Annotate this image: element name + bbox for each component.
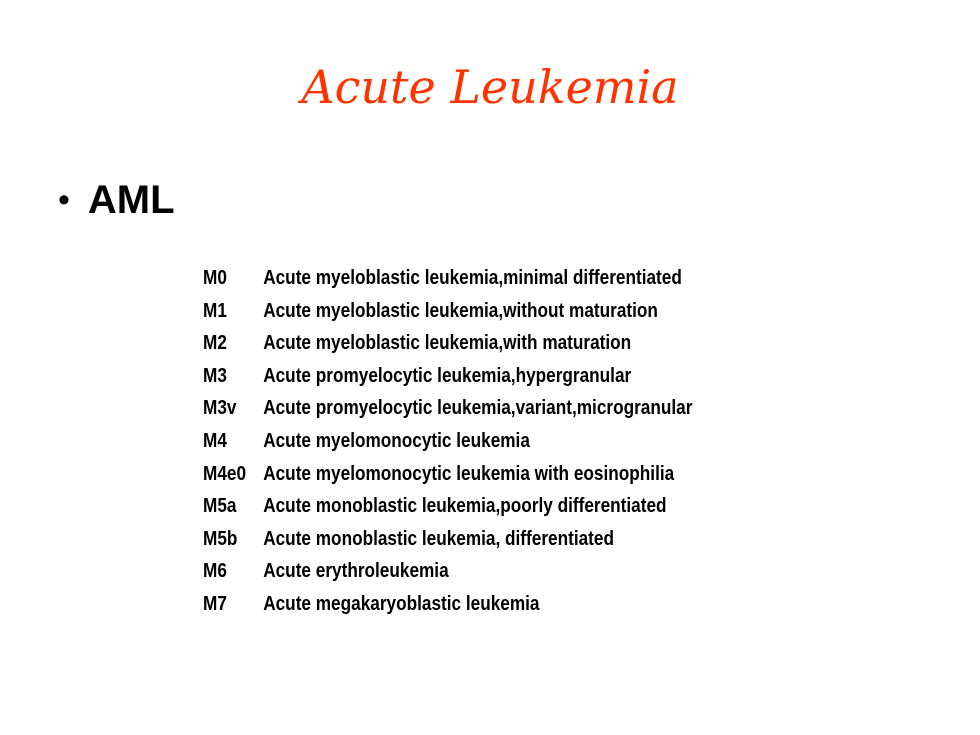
bullet-label: AML	[87, 178, 175, 222]
item-description: Acute myeloblastic leukemia,minimal differentiated	[263, 267, 682, 289]
item-code: M7	[203, 592, 227, 615]
aml-classification-list	[203, 262, 692, 621]
list-item	[203, 392, 692, 425]
item-description: Acute myelomonocytic leukemia with eosinophilia	[263, 462, 675, 485]
item-code: M4	[203, 429, 227, 452]
item-description: Acute myeloblastic leukemia,with maturation	[263, 332, 632, 355]
item-code: M3v	[203, 397, 237, 420]
item-code: M0	[203, 267, 227, 289]
list-item	[203, 295, 692, 328]
list-item	[203, 360, 692, 393]
item-code: M5b	[203, 527, 238, 550]
item-description: Acute promyelocytic leukemia,variant,microgranular	[263, 397, 693, 420]
item-description: Acute monoblastic leukemia, differentiated	[263, 527, 614, 550]
list-item	[203, 327, 692, 360]
bullet-icon: •	[58, 181, 70, 219]
list-item	[203, 425, 692, 458]
list-item	[203, 588, 692, 621]
slide-title: Acute Leukemia	[301, 60, 679, 114]
item-description: Acute erythroleukemia	[263, 560, 449, 583]
list-item	[203, 555, 692, 588]
item-description: Acute megakaryoblastic leukemia	[263, 592, 540, 615]
item-code: M4e0	[203, 462, 247, 485]
list-item	[203, 458, 692, 491]
item-description: Acute promyelocytic leukemia,hypergranular	[263, 364, 632, 387]
list-item	[203, 262, 692, 295]
item-code: M3	[203, 364, 227, 387]
list-item	[203, 490, 692, 523]
item-description: Acute myeloblastic leukemia,without maturation	[263, 299, 658, 322]
item-code: M5a	[203, 495, 237, 518]
bullet-item	[58, 178, 175, 223]
item-code: M1	[203, 299, 227, 322]
item-description: Acute myelomonocytic leukemia	[263, 429, 530, 452]
item-code: M2	[203, 332, 227, 355]
item-code: M6	[203, 560, 227, 583]
item-description: Acute monoblastic leukemia,poorly differentiated	[263, 495, 667, 518]
list-item	[203, 523, 692, 556]
